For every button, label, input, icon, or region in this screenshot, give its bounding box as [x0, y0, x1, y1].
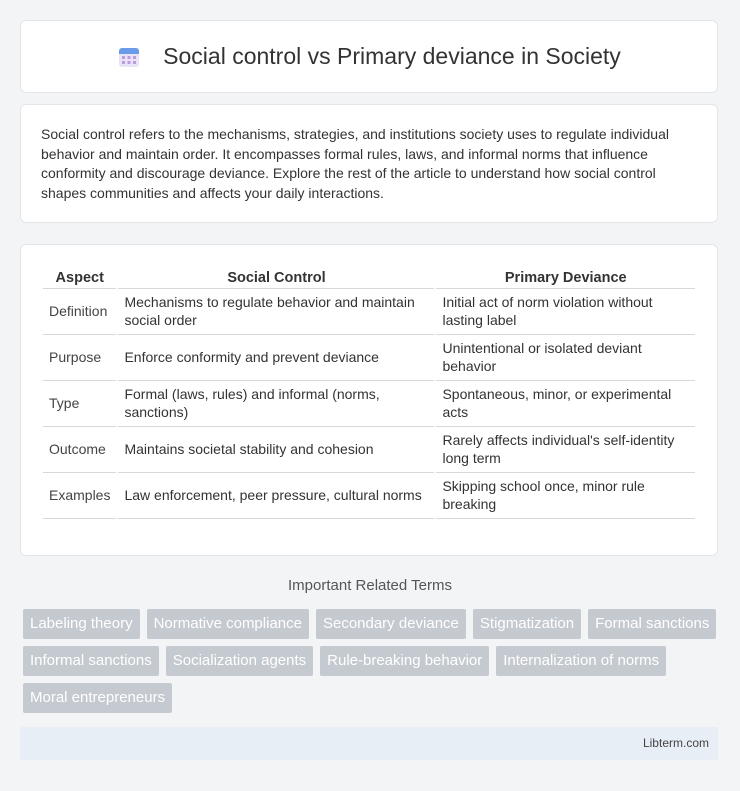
comparison-table	[41, 265, 697, 519]
column-header: Primary Deviance	[436, 265, 695, 289]
table-row	[43, 427, 695, 473]
table-row	[43, 335, 695, 381]
primary-deviance-cell: Skipping school once, minor rule breaking	[436, 473, 695, 519]
primary-deviance-cell: Unintentional or isolated deviant behavior	[436, 335, 695, 381]
primary-deviance-cell: Initial act of norm violation without lasting label	[436, 289, 695, 335]
tag-informal-sanctions[interactable]: Informal sanctions	[23, 646, 159, 676]
intro-text: Social control refers to the mechanisms, strategies, and institutions society uses to regulate individual behavior and maintain order. It encompasses formal rules, laws, and informal norms that influence conformity and discourage deviance. Explore the rest of the article to understand how social control shapes communities and affects your daily interactions.	[41, 126, 669, 201]
primary-deviance-cell: Rarely affects individual's self-identity long term	[436, 427, 695, 473]
table-row	[43, 289, 695, 335]
social-control-cell: Enforce conformity and prevent deviance	[118, 335, 434, 381]
table-row	[43, 473, 695, 519]
aspect-cell: Definition	[43, 289, 116, 335]
primary-deviance-cell: Spontaneous, minor, or experimental acts	[436, 381, 695, 427]
page-title: Social control vs Primary deviance in Society	[163, 43, 621, 69]
aspect-cell: Purpose	[43, 335, 116, 381]
related-terms-heading: Important Related Terms	[288, 577, 452, 594]
tag-formal-sanctions[interactable]: Formal sanctions	[588, 609, 716, 639]
tag-moral-entrepreneurs[interactable]: Moral entrepreneurs	[23, 683, 172, 713]
tag-internalization-of-norms[interactable]: Internalization of norms	[496, 646, 666, 676]
social-control-cell: Formal (laws, rules) and informal (norms, sanctions)	[118, 381, 434, 427]
aspect-cell: Outcome	[43, 427, 116, 473]
footer	[20, 727, 718, 760]
footer-site-link[interactable]: Libterm.com	[642, 736, 709, 750]
intro-card	[20, 104, 718, 223]
social-control-cell: Law enforcement, peer pressure, cultural norms	[118, 473, 434, 519]
tag-stigmatization[interactable]: Stigmatization	[473, 609, 581, 639]
title-card	[20, 20, 718, 93]
tag-normative-compliance[interactable]: Normative compliance	[147, 609, 309, 639]
aspect-cell: Type	[43, 381, 116, 427]
tag-rule-breaking-behavior[interactable]: Rule-breaking behavior	[320, 646, 489, 676]
aspect-cell: Examples	[43, 473, 116, 519]
comparison-card	[20, 244, 718, 556]
social-control-cell: Maintains societal stability and cohesion	[118, 427, 434, 473]
social-control-cell: Mechanisms to regulate behavior and maintain social order	[118, 289, 434, 335]
tag-labeling-theory[interactable]: Labeling theory	[23, 609, 140, 639]
tag-socialization-agents[interactable]: Socialization agents	[166, 646, 313, 676]
related-terms-list	[23, 609, 723, 713]
table-header-row	[43, 265, 695, 289]
calendar-icon	[117, 45, 141, 69]
tag-secondary-deviance[interactable]: Secondary deviance	[316, 609, 466, 639]
table-row	[43, 381, 695, 427]
column-header: Social Control	[118, 265, 434, 289]
column-header: Aspect	[43, 265, 116, 289]
